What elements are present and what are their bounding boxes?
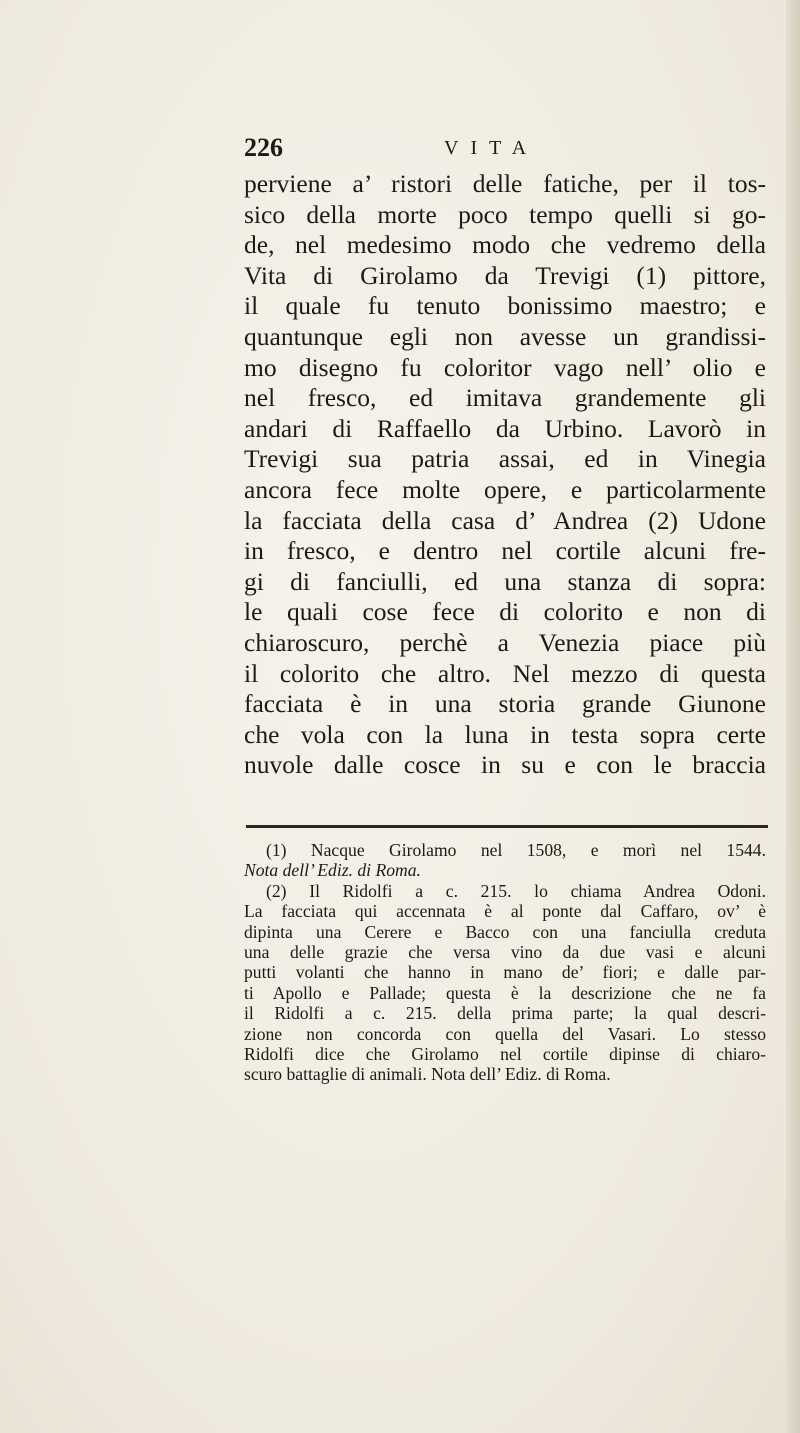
footnote-line: una delle grazie che versa vino da due vasi e alcuni <box>244 941 766 962</box>
footnote-line: (1) Nacque Girolamo nel 1508, e morì nel 1544. <box>266 840 766 860</box>
footnote-line: zione non concorda con quella del Vasari. Lo stesso <box>244 1023 766 1044</box>
text-line: le quali cose fece di colorito e non di <box>244 597 766 627</box>
footnote-divider <box>246 825 768 828</box>
page-header <box>244 133 764 167</box>
text-line: Trevigi sua patria assai, ed in Vinegia <box>244 444 766 474</box>
footnote-line: putti volanti che hanno in mano de’ fiori; e dalle par- <box>244 962 766 983</box>
text-line: de, nel medesimo modo che vedremo della <box>244 230 766 260</box>
text-line: nel fresco, ed imitava grandemente gli <box>244 383 766 413</box>
text-line: quantunque egli non avesse un grandissi- <box>244 321 766 351</box>
text-line: il quale fu tenuto bonissimo maestro; e <box>244 291 766 321</box>
text-line: che vola con la luna in testa sopra certe <box>244 719 766 749</box>
text-line: perviene a’ ristori delle fatiche, per il tos- <box>244 169 766 198</box>
body-text <box>244 169 766 781</box>
text-line: il colorito che altro. Nel mezzo di questa <box>244 658 766 688</box>
footnote-line: Nota dell’ Ediz. di Roma. <box>244 860 421 881</box>
footnotes <box>244 840 766 1085</box>
footnote-line: (2) Il Ridolfi a c. 215. lo chiama Andrea Odoni. <box>266 880 766 901</box>
text-line: andari di Raffaello da Urbino. Lavorò in <box>244 413 766 443</box>
text-line: facciata è in una storia grande Giunone <box>244 689 766 719</box>
footnote-line: il Ridolfi a c. 215. della prima parte; la qual descri- <box>244 1003 766 1024</box>
footnote-line: Ridolfi dice che Girolamo nel cortile dipinse di chiaro- <box>244 1043 766 1064</box>
text-line: nuvole dalle cosce in su e con le braccia <box>244 750 766 780</box>
text-line: sico della morte poco tempo quelli si go- <box>244 199 766 229</box>
text-line: mo disegno fu coloritor vago nell’ olio e <box>244 352 766 382</box>
text-line: la facciata della casa d’ Andrea (2) Udone <box>244 505 766 535</box>
footnote-line: La facciata qui accennata è al ponte dal Caffaro, ov’ è <box>244 901 766 922</box>
footnote-line: ti Apollo e Pallade; questa è la descrizione che ne fa <box>244 982 766 1003</box>
footnote-line: scuro battaglie di animali. Nota dell’ Ediz. di Roma. <box>244 1064 611 1085</box>
text-line: Vita di Girolamo da Trevigi (1) pittore, <box>244 260 766 290</box>
running-title: VITA <box>444 137 539 159</box>
text-line: in fresco, e dentro nel cortile alcuni fre- <box>244 536 766 566</box>
page-edge <box>786 0 800 1433</box>
text-line: gi di fanciulli, ed una stanza di sopra: <box>244 566 766 596</box>
text-line: chiaroscuro, perchè a Venezia piace più <box>244 627 766 657</box>
page-number: 226 <box>244 133 283 162</box>
text-line: ancora fece molte opere, e particolarmente <box>244 474 766 504</box>
footnote-line: dipinta una Cerere e Bacco con una fanciulla creduta <box>244 921 766 942</box>
